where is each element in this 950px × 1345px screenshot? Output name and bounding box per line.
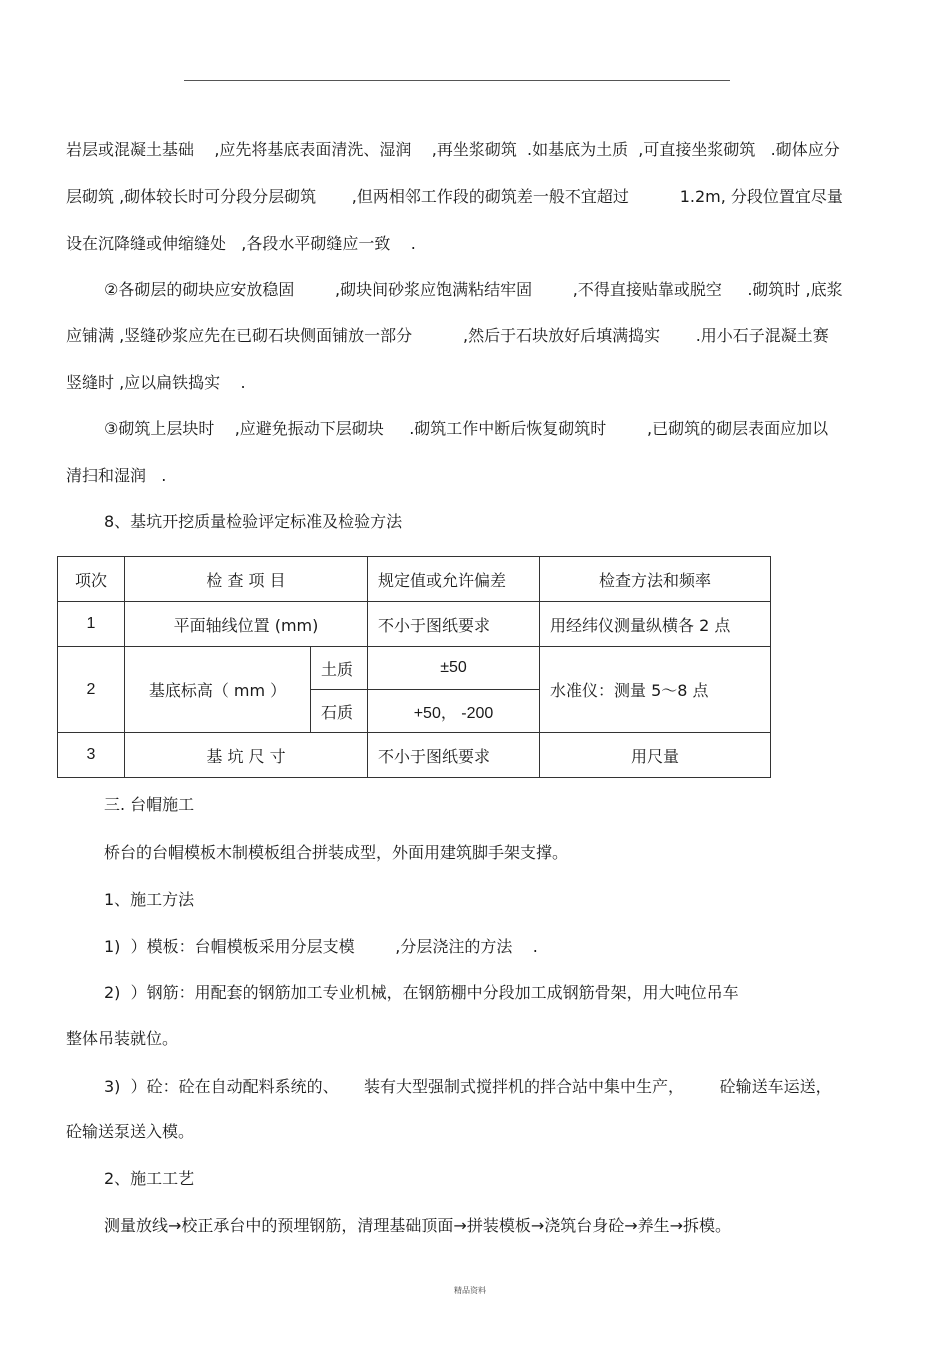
row3-deviation: 不小于图纸要求: [368, 733, 540, 778]
paragraph3-line2: 清扫和湿润 .: [66, 466, 167, 485]
row1-item: 平面轴线位置 (mm): [125, 602, 368, 647]
process-title: 2、施工工艺: [104, 1169, 195, 1188]
row3-method: 用尺量: [540, 733, 771, 778]
paragraph1-line2: 层砌筑 ,砌体较长时可分段分层砌筑 ,但两相邻工作段的砌筑差一般不宜超过 1.2m, 分段位置宜尽量: [66, 187, 843, 206]
section3-intro: 桥台的台帽模板木制模板组合拼装成型，外面用建筑脚手架支撑。: [104, 843, 569, 862]
row2-soil-value: ±50: [368, 647, 540, 690]
method-concrete-line2: 砼输送泵送入模。: [66, 1122, 195, 1141]
paragraph1-line1: 岩层或混凝土基础 ,应先将基底表面清洗、湿润 ,再坐浆砌筑 .如基底为土质 ,可直接坐浆砌筑 .砌体应分: [66, 140, 840, 159]
row1-no: 1: [58, 602, 125, 647]
method-rebar-line1: 2) ）钢筋：用配套的钢筋加工专业机械，在钢筋棚中分段加工成钢筋骨架，用大吨位吊车: [104, 983, 739, 1002]
footer-note: 精品资料: [454, 1286, 486, 1295]
section3-title: 三. 台帽施工: [104, 795, 195, 814]
table-row: [58, 602, 771, 647]
table-row: [58, 647, 771, 690]
header-allowed-deviation: 规定值或允许偏差: [368, 557, 540, 602]
row3-item: 基 坑 尺 寸: [125, 733, 368, 778]
row3-no: 3: [58, 733, 125, 778]
paragraph2-line3: 竖缝时 ,应以扁铁捣实 .: [66, 373, 246, 392]
header-check-method: 检查方法和频率: [540, 557, 771, 602]
row1-method: 用经纬仪测量纵横各 2 点: [540, 602, 771, 647]
paragraph2-line2: 应铺满 ,竖缝砂浆应先在已砌石块侧面铺放一部分 ,然后于石块放好后填满捣实 .用小石子混凝土赛: [66, 326, 829, 345]
method-concrete-line1: 3) ）砼：砼在自动配料系统的、 装有大型强制式搅拌机的拌合站中集中生产， 砼输送车运送，: [104, 1077, 832, 1096]
method-formwork: 1) ）模板：台帽模板采用分层支模 ,分层浇注的方法 .: [104, 937, 538, 956]
section8-title: 8、基坑开挖质量检验评定标准及检验方法: [104, 512, 403, 531]
row2-soil-label: 土质: [311, 647, 368, 690]
table-header-row: [58, 557, 771, 602]
row1-deviation: 不小于图纸要求: [368, 602, 540, 647]
paragraph2-line1: ②各砌层的砌块应安放稳固 ,砌块间砂浆应饱满粘结牢固 ,不得直接贴靠或脱空 .砌筑时 ,底浆: [104, 280, 843, 299]
method-rebar-line2: 整体吊装就位。: [66, 1029, 179, 1048]
row2-rock-label: 石质: [311, 690, 368, 733]
process-flow: 测量放线→校正承台中的预埋钢筋，清理基础顶面→拼装模板→浇筑台身砼→养生→拆模。: [104, 1216, 732, 1235]
row2-no: 2: [58, 647, 125, 733]
row2-method: 水准仪：测量 5～8 点: [540, 647, 771, 733]
header-item-no: 项次: [58, 557, 125, 602]
row2-rock-value: +50， -200: [368, 690, 540, 733]
paragraph3-line1: ③砌筑上层块时 ,应避免振动下层砌块 .砌筑工作中断后恢复砌筑时 ,已砌筑的砌层表面应加以: [104, 419, 829, 438]
header-rule: [184, 80, 730, 81]
row2-item: 基底标高（ mm ）: [125, 647, 311, 733]
table-row: [58, 733, 771, 778]
method-title: 1、施工方法: [104, 890, 195, 909]
paragraph1-line3: 设在沉降缝或伸缩缝处 ,各段水平砌缝应一致 .: [66, 234, 416, 253]
header-check-item: 检 查 项 目: [125, 557, 368, 602]
inspection-standard-table: [57, 556, 771, 778]
